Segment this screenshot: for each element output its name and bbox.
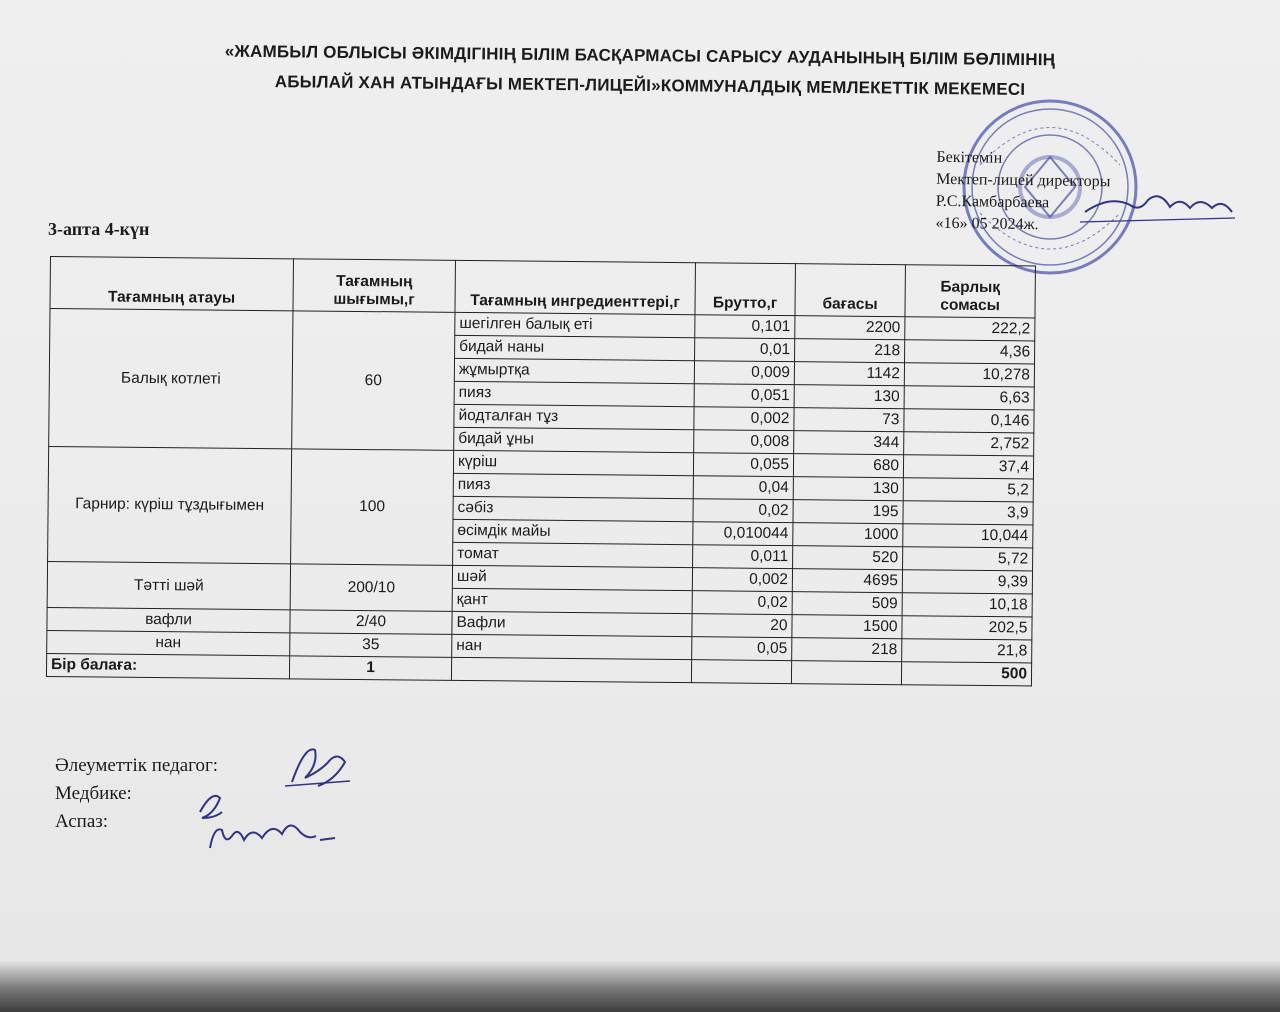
summary-total-cell: 500 bbox=[901, 662, 1031, 686]
brutto-cell: 0,010044 bbox=[693, 522, 793, 546]
total-cell: 37,4 bbox=[903, 455, 1033, 479]
col-header-brutto: Брутто,г bbox=[695, 263, 795, 316]
approval-director-name: Р.С.Камбарбаева bbox=[935, 192, 1050, 212]
ingredient-name-cell: пияз bbox=[453, 473, 693, 498]
price-cell: 218 bbox=[795, 339, 905, 363]
cook-label: Аспаз: bbox=[55, 811, 109, 832]
total-cell: 5,2 bbox=[903, 478, 1033, 502]
brutto-cell: 0,002 bbox=[692, 568, 792, 592]
ingredient-name-cell: бидай наны bbox=[455, 335, 695, 360]
price-cell: 130 bbox=[794, 385, 904, 409]
total-cell: 2,752 bbox=[904, 432, 1034, 456]
ingredient-name-cell: өсімдік майы bbox=[453, 519, 693, 544]
total-cell: 6,63 bbox=[904, 386, 1034, 410]
approval-title: Бекітемін bbox=[936, 148, 1003, 167]
price-cell: 4695 bbox=[792, 569, 902, 593]
approval-date: «16» 05 2024ж. bbox=[935, 214, 1039, 234]
total-cell: 0,146 bbox=[904, 409, 1034, 433]
col-header-dish: Тағамның атауы bbox=[50, 257, 293, 311]
price-cell: 1142 bbox=[794, 362, 904, 386]
ingredient-name-cell: Вафли bbox=[452, 611, 692, 636]
brutto-cell: 0,02 bbox=[692, 591, 792, 615]
col-header-yield: Тағамның шығымы,г bbox=[293, 259, 455, 313]
price-cell: 218 bbox=[792, 638, 902, 662]
summary-empty-cell bbox=[691, 660, 791, 684]
ingredient-name-cell: йодталған тұз bbox=[454, 404, 694, 429]
dish-yield-cell: 35 bbox=[290, 633, 452, 658]
price-cell: 130 bbox=[793, 477, 903, 501]
summary-empty-cell bbox=[451, 657, 691, 682]
brutto-cell: 0,002 bbox=[694, 407, 794, 431]
total-cell: 3,9 bbox=[903, 501, 1033, 525]
ingredient-name-cell: томат bbox=[453, 542, 693, 567]
total-cell: 4,36 bbox=[905, 340, 1035, 364]
dish-yield-cell: 200/10 bbox=[290, 564, 452, 612]
dish-name-cell: Гарнир: күріш тұздығымен bbox=[48, 446, 292, 563]
brutto-cell: 0,011 bbox=[693, 545, 793, 569]
ingredient-name-cell: пияз bbox=[454, 381, 694, 406]
brutto-cell: 20 bbox=[692, 614, 792, 638]
ingredient-name-cell: шегілген балық еті bbox=[455, 312, 695, 337]
bottom-shadow bbox=[0, 960, 1280, 1012]
ingredient-name-cell: жұмыртқа bbox=[454, 358, 694, 383]
total-cell: 222,2 bbox=[905, 317, 1035, 341]
price-cell: 1000 bbox=[793, 523, 903, 547]
menu-table-body bbox=[46, 309, 1034, 686]
brutto-cell: 0,055 bbox=[693, 453, 793, 477]
dish-yield-cell: 60 bbox=[292, 311, 455, 451]
ingredient-name-cell: бидай ұны bbox=[454, 427, 694, 452]
col-header-ingredients: Тағамның ингредиенттері,г bbox=[455, 260, 695, 314]
price-cell: 195 bbox=[793, 500, 903, 524]
total-cell: 10,044 bbox=[903, 524, 1033, 548]
week-day-label: 3-апта 4-күн bbox=[48, 219, 150, 239]
summary-qty-cell: 1 bbox=[289, 656, 451, 681]
price-cell: 680 bbox=[793, 454, 903, 478]
ingredient-name-cell: шәй bbox=[452, 565, 692, 590]
table-header-row bbox=[50, 257, 1035, 318]
ingredient-name-cell: сәбіз bbox=[453, 496, 693, 521]
dish-yield-cell: 100 bbox=[291, 449, 454, 566]
total-cell: 5,72 bbox=[903, 547, 1033, 571]
approval-position: Мектеп-лицей директоры bbox=[936, 170, 1111, 191]
brutto-cell: 0,009 bbox=[694, 361, 794, 385]
brutto-cell: 0,008 bbox=[694, 430, 794, 454]
brutto-cell: 0,05 bbox=[692, 637, 792, 661]
price-cell: 520 bbox=[793, 546, 903, 570]
price-cell: 73 bbox=[794, 408, 904, 432]
brutto-cell: 0,101 bbox=[695, 315, 795, 339]
total-cell: 9,39 bbox=[902, 570, 1032, 594]
social-pedagogue-label: Әлеуметтік педагог: bbox=[55, 755, 219, 776]
total-cell: 21,8 bbox=[902, 639, 1032, 663]
brutto-cell: 0,02 bbox=[693, 499, 793, 523]
dish-yield-cell: 2/40 bbox=[290, 610, 452, 635]
signatures-block bbox=[55, 752, 218, 836]
total-cell: 10,278 bbox=[904, 363, 1034, 387]
total-cell: 202,5 bbox=[902, 616, 1032, 640]
col-header-price: бағасы bbox=[795, 264, 905, 317]
header-line-2: АБЫЛАЙ ХАН АТЫНДАҒЫ МЕКТЕП-ЛИЦЕЙІ»КОММУНАЛДЫҚ МЕМЛЕКЕТТІК МЕКЕМЕСІ bbox=[274, 72, 1026, 99]
price-cell: 344 bbox=[794, 431, 904, 455]
price-cell: 1500 bbox=[792, 615, 902, 639]
brutto-cell: 0,01 bbox=[695, 338, 795, 362]
dish-name-cell: Балық котлеті bbox=[49, 309, 293, 449]
total-cell: 10,18 bbox=[902, 593, 1032, 617]
header-line-1: «ЖАМБЫЛ ОБЛЫСЫ ӘКІМДІГІНІҢ БІЛІМ БАСҚАРМАСЫ САРЫСУ АУДАНЫНЫҢ БІЛІМ БӨЛІМІНІҢ bbox=[224, 41, 1056, 70]
dish-name-cell: вафли bbox=[47, 607, 290, 632]
ingredient-name-cell: нан bbox=[452, 634, 692, 659]
dish-name-cell: Тәтті шәй bbox=[47, 561, 290, 609]
dish-name-cell: нан bbox=[47, 630, 290, 655]
nurse-label: Медбике: bbox=[55, 783, 132, 804]
price-cell: 509 bbox=[792, 592, 902, 616]
summary-label-cell: Бір балаға: bbox=[46, 653, 289, 678]
ingredient-name-cell: қант bbox=[452, 588, 692, 613]
col-header-total: Барлық сомасы bbox=[905, 265, 1035, 318]
ingredient-name-cell: күріш bbox=[453, 450, 693, 475]
approval-block bbox=[935, 147, 1111, 237]
price-cell: 2200 bbox=[795, 316, 905, 340]
menu-table bbox=[46, 256, 1036, 686]
summary-empty-cell bbox=[791, 661, 901, 685]
brutto-cell: 0,051 bbox=[694, 384, 794, 408]
brutto-cell: 0,04 bbox=[693, 476, 793, 500]
